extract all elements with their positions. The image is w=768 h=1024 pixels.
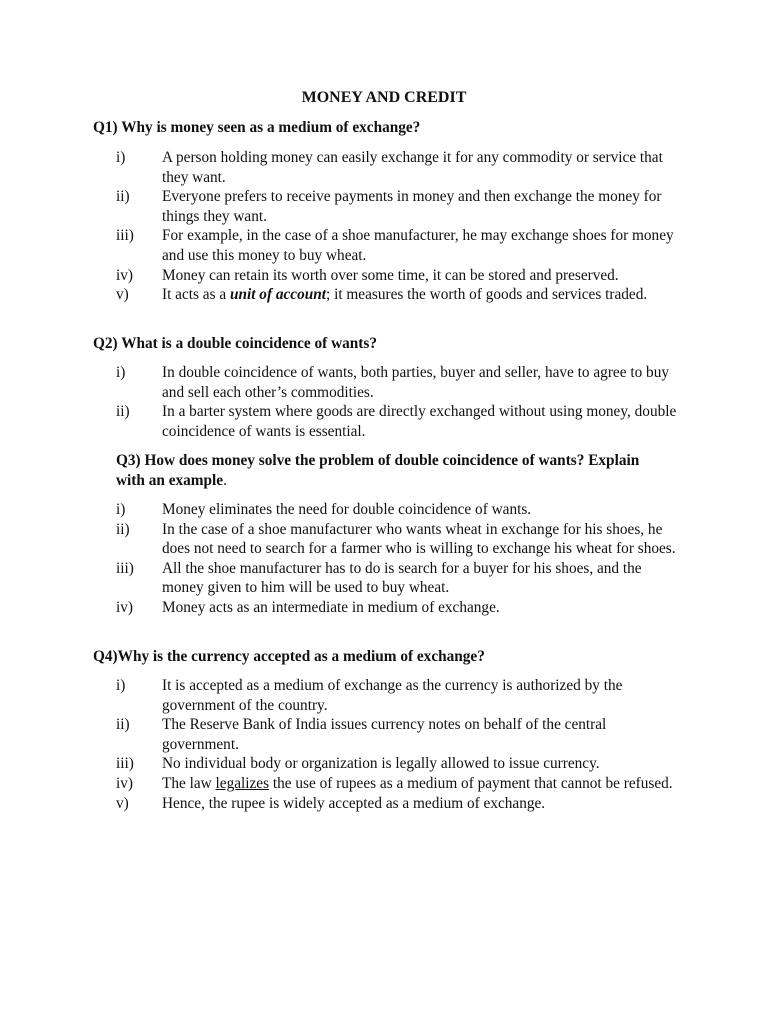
question-3 bbox=[116, 451, 656, 490]
answer-list-3 bbox=[116, 500, 686, 618]
item-number: ii) bbox=[116, 520, 130, 538]
item-number: iv) bbox=[116, 774, 133, 792]
emphasized-term: unit of account bbox=[229, 286, 327, 304]
page-title: MONEY AND CREDIT bbox=[301, 89, 467, 106]
list-item bbox=[116, 676, 686, 715]
item-text: All the shoe manufacturer has to do is search for a buyer for his shoes, and the money given to him will be used to buy wheat. bbox=[162, 559, 642, 597]
item-text: In double coincidence of wants, both parties, buyer and seller, have to agree to buy and sell each other’s commodities. bbox=[162, 364, 669, 401]
item-number: v) bbox=[116, 286, 129, 304]
item-text: Money acts as an intermediate in medium of exchange. bbox=[162, 598, 500, 616]
list-item bbox=[116, 794, 686, 814]
list-item bbox=[116, 226, 686, 265]
question-2: Q2) What is a double coincidence of wants? bbox=[93, 335, 378, 352]
item-number: ii) bbox=[116, 403, 130, 421]
item-text: Money can retain its worth over some time, it can be stored and preserved. bbox=[162, 266, 619, 284]
question-1: Q1) Why is money seen as a medium of exchange? bbox=[93, 119, 421, 136]
item-number: i) bbox=[116, 501, 126, 518]
list-item bbox=[116, 266, 686, 286]
item-text bbox=[162, 285, 686, 305]
answer-list-2 bbox=[116, 363, 686, 441]
list-item bbox=[116, 774, 686, 794]
item-text: It is accepted as a medium of exchange as the currency is authorized by the government of the country. bbox=[162, 677, 623, 714]
list-item bbox=[116, 402, 686, 441]
item-number: iii) bbox=[116, 559, 134, 577]
list-item bbox=[116, 520, 686, 559]
item-number: iii) bbox=[116, 755, 134, 773]
item-number: iv) bbox=[116, 266, 133, 284]
item-text: Everyone prefers to receive payments in money and then exchange the money for things they want. bbox=[162, 188, 662, 225]
list-item bbox=[116, 363, 686, 402]
item-text: The Reserve Bank of India issues currency notes on behalf of the central government. bbox=[162, 716, 607, 753]
list-item bbox=[116, 598, 686, 618]
item-number: iii) bbox=[116, 227, 134, 245]
list-item bbox=[116, 187, 686, 226]
list-item bbox=[116, 285, 686, 305]
item-number: ii) bbox=[116, 188, 130, 206]
item-number: v) bbox=[116, 794, 129, 812]
item-text: No individual body or organization is legally allowed to issue currency. bbox=[162, 755, 600, 773]
item-number: ii) bbox=[116, 716, 130, 734]
item-text bbox=[162, 774, 686, 794]
question-text: Q3) How does money solve the problem of double coincidence of wants? Explain with an example bbox=[116, 452, 640, 489]
question-4: Q4)Why is the currency accepted as a medium of exchange? bbox=[93, 648, 485, 665]
question-punctuation: . bbox=[223, 471, 227, 489]
item-number: i) bbox=[116, 677, 126, 694]
list-item bbox=[116, 559, 686, 598]
list-item bbox=[116, 715, 686, 754]
list-item bbox=[116, 148, 686, 187]
item-text: In the case of a shoe manufacturer who wants wheat in exchange for his shoes, he does not need to search for a farmer who is willing to exchange his wheat for shoes. bbox=[162, 520, 676, 558]
item-number: i) bbox=[116, 149, 126, 166]
list-item bbox=[116, 500, 686, 520]
item-text: In a barter system where goods are directly exchanged without using money, double coincidence of wants is essential. bbox=[162, 403, 677, 440]
item-text: A person holding money can easily exchange it for any commodity or service that they want. bbox=[162, 149, 663, 186]
text-run: the use of rupees as a medium of payment that cannot be refused. bbox=[269, 774, 673, 792]
item-text: Hence, the rupee is widely accepted as a medium of exchange. bbox=[162, 794, 546, 812]
text-run: The law bbox=[162, 774, 216, 792]
item-text: For example, in the case of a shoe manufacturer, he may exchange shoes for money and use this money to buy wheat. bbox=[162, 227, 674, 264]
answer-list-4 bbox=[116, 676, 686, 813]
text-run: ; it measures the worth of goods and services traded. bbox=[326, 286, 648, 304]
text-run: It acts as a bbox=[162, 286, 230, 304]
answer-list-1 bbox=[116, 148, 686, 305]
item-number: iv) bbox=[116, 598, 133, 616]
item-text: Money eliminates the need for double coincidence of wants. bbox=[162, 501, 532, 518]
underlined-term: legalizes bbox=[215, 774, 270, 792]
item-number: i) bbox=[116, 364, 126, 381]
list-item bbox=[116, 754, 686, 774]
